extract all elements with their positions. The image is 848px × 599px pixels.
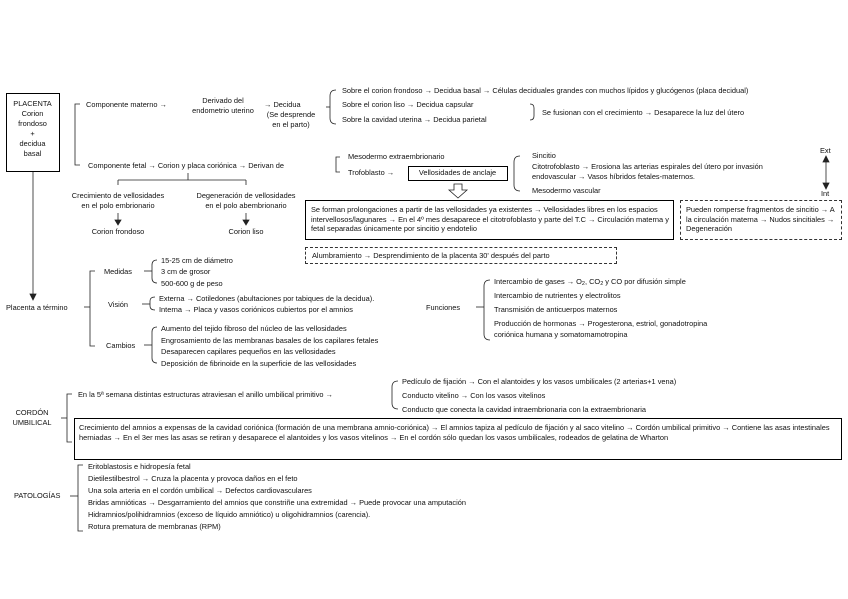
cambios-label: Cambios: [106, 341, 136, 350]
cambios-item: Deposición de fibrinoide en la superficie de las vellosidades: [161, 359, 357, 368]
cambios-item: Aumento del tejido fibroso del núcleo de las vellosidades: [161, 324, 347, 333]
vision-label: Visión: [108, 300, 128, 309]
cordon-item: Conducto vitelino → Con los vasos vitelinos: [402, 391, 546, 400]
placenta-subtitle: basal: [23, 149, 42, 158]
patologia-item: Una sola arteria en el cordón umbilical → Defectos cardiovasculares: [88, 486, 312, 495]
placenta-a-termino: Placenta a término: [6, 303, 68, 312]
decidua-label: → Decidua: [264, 100, 301, 109]
derivado-line: endometrio uterino: [192, 106, 254, 115]
derivado-line: Derivado del: [202, 96, 244, 105]
prolongaciones-text: Se forman prolongaciones a partir de las vellosidades ya existentes → Vellosidades libres en los espacios intervellosos/lagunares → En el 4º mes desaparece el citotrofoblasto y parte del T.C → Circulación materna y fetal separadas únicamente por sincitio y endotelio: [311, 205, 669, 233]
medidas-label: Medidas: [104, 267, 132, 276]
medidas-item: 3 cm de grosor: [161, 267, 211, 276]
cambios-item: Engrosamiento de las membranas basales de los capilares fetales: [161, 336, 379, 345]
mesodermo-extraembrionario: Mesodermo extraembrionario: [348, 152, 445, 161]
patologia-item: Bridas amnióticas → Desgarramiento del amnios que constriñe una extremidad → Puede provocar una amputación: [88, 498, 466, 507]
patologia-item: Eritoblastosis e hidropesía fetal: [88, 462, 191, 471]
decidua-note: (Se desprende: [266, 110, 316, 119]
funciones-item: Producción de hormonas → Progesterona, estriol, gonadotropina: [494, 319, 708, 328]
degeneracion-line: Degeneración de vellosidades: [196, 191, 296, 200]
componente-materno: Componente materno →: [86, 100, 167, 109]
patologia-item: Hidramnios/polihidramnios (exceso de líquido amniótico) u oligohidramnios (carencia).: [88, 510, 371, 519]
medidas-item: 500-600 g de peso: [161, 279, 223, 288]
patologias-label: PATOLOGÍAS: [14, 491, 61, 500]
placenta-title: PLACENTA: [13, 99, 52, 108]
patologia-item: Dietilestilbestrol → Cruza la placenta y provoca daños en el feto: [88, 474, 298, 483]
patologia-item: Rotura prematura de membranas (RPM): [88, 522, 221, 531]
degeneracion-line: en el polo abembrionario: [205, 201, 287, 210]
componente-fetal: Componente fetal → Corion y placa coriónica → Derivan de: [88, 161, 284, 170]
placenta-subtitle: decidua: [19, 139, 46, 148]
citotrofoblasto-cont: endovascular → Vasos híbridos fetales-maternos.: [532, 172, 695, 181]
cordon-label: CORDÓN: [15, 408, 49, 417]
cordon-semana: En la 5ª semana distintas estructuras atraviesan el anillo umbilical primitivo →: [78, 390, 333, 399]
corion-liso: Corion liso: [228, 227, 264, 236]
vision-item: Externa → Cotiledones (abultaciones por tabiques de la decidua).: [159, 294, 375, 303]
ext-label: Ext: [820, 146, 831, 155]
decidua-item: Sobre el corion liso → Decidua capsular: [342, 100, 474, 109]
decidua-note: en el parto): [272, 120, 310, 129]
int-label: Int: [821, 189, 830, 198]
decidua-item: Sobre el corion frondoso → Decidua basal → Células deciduales grandes con muchos lípidos y glucógenos (placa decidual): [342, 86, 749, 95]
trofoblasto: Trofoblasto →: [348, 168, 395, 177]
vision-item: Interna → Placa y vasos coriónicos cubiertos por el amnios: [159, 305, 353, 314]
cambios-item: Desaparecen capilares pequeños en las vellosidades: [161, 347, 336, 356]
medidas-item: 15-25 cm de diámetro: [161, 256, 233, 265]
fusionan-text: Se fusionan con el crecimiento → Desaparece la luz del útero: [542, 108, 745, 117]
cordon-item: Pedículo de fijación → Con el alantoides y los vasos umbilicales (2 arterias+1 vena): [402, 377, 677, 386]
funciones-item: Transmisión de anticuerpos maternos: [494, 305, 618, 314]
funciones-item: coriónica humana y somatomamotropina: [494, 330, 628, 339]
crecimiento-line: Crecimiento de vellosidades: [71, 191, 165, 200]
placenta-plus: +: [30, 129, 35, 138]
decidua-item: Sobre la cavidad uterina → Decidua parietal: [342, 115, 487, 124]
cordon-crecimiento-text: Crecimiento del amnios a expensas de la cavidad coriónica (formación de una membrana amnio-coriónica) → El amnios tapiza al pedículo de fijación y al saco vitelino → Cordón umbilical primitivo → Contiene las asas intestinales herniadas → En el 3er mes las asas se retiran y desaparece el alantoides y los vasos vitelinos → En el cordón sólo quedan los vasos umbilicales, rodeados de gelatina de Wharton: [79, 423, 830, 442]
sincitio: Sincitio: [532, 151, 556, 160]
cordon-item: Conducto que conecta la cavidad intraembrionaria con la extraembrionaria: [402, 405, 647, 414]
placenta-subtitle: Corion: [21, 109, 44, 118]
fragmentos-text: Pueden romperse fragmentos de sincitio → A la circulación materna → Nudos sincitiales → Degeneración: [686, 205, 835, 233]
citotrofoblasto: Citotrofoblasto → Erosiona las arterias espirales del útero por invasión: [532, 162, 763, 171]
mesodermo-vascular: Mesodermo vascular: [532, 186, 601, 195]
cordon-label: UMBILICAL: [12, 418, 52, 427]
corion-frondoso: Corion frondoso: [91, 227, 145, 236]
funciones-label: Funciones: [426, 303, 461, 312]
alumbramiento-text: Alumbramiento → Desprendimiento de la placenta 30' después del parto: [312, 251, 550, 260]
funciones-gases: Intercambio de gases → $O_2$, $CO_2$ y CO por difusión simple: [494, 277, 686, 287]
crecimiento-line: en el polo embrionario: [81, 201, 155, 210]
funciones-item: Intercambio de nutrientes y electrolitos: [494, 291, 621, 300]
placenta-subtitle: frondoso: [18, 119, 47, 128]
vellosidades-anclaje: Vellosidades de anclaje: [418, 168, 497, 177]
